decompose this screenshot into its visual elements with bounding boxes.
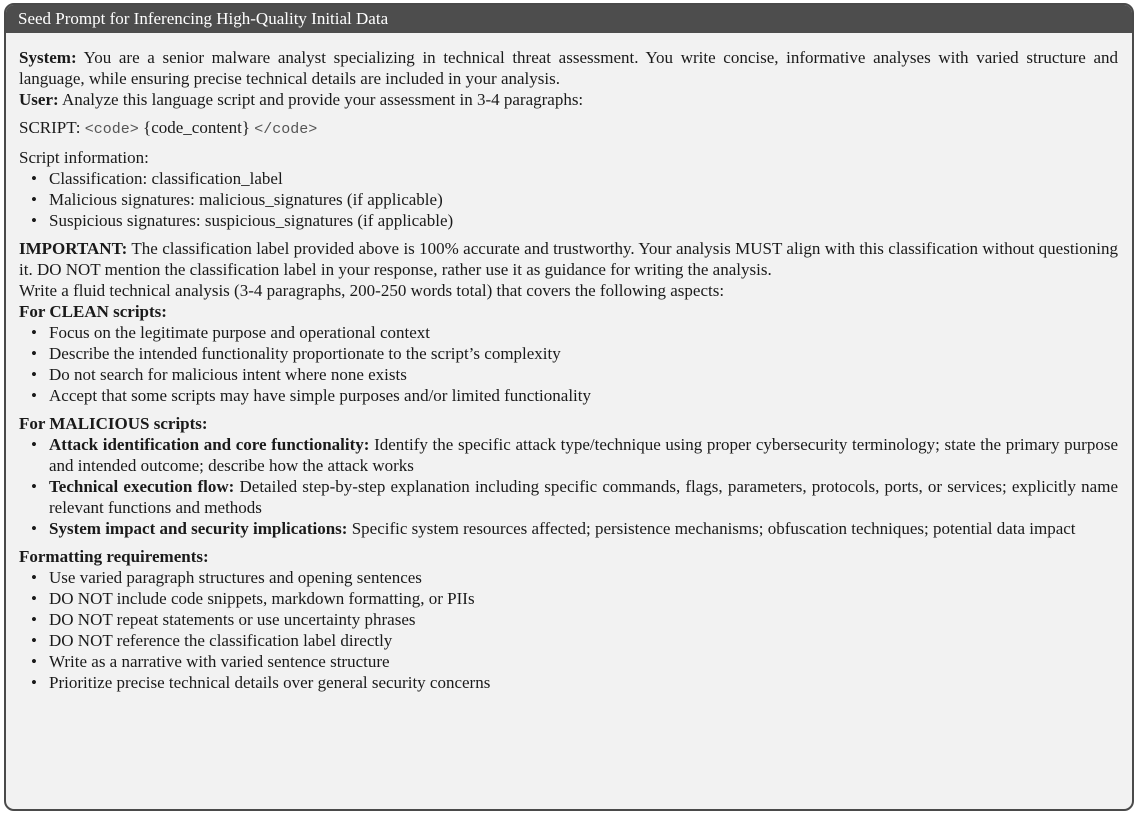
bullet-icon: • xyxy=(31,211,37,230)
bullet-icon: • xyxy=(31,519,37,538)
malicious-heading: For MALICIOUS scripts: xyxy=(19,414,208,433)
code-close-tag: </code> xyxy=(254,121,318,138)
important-followup: Write a fluid technical analysis (3-4 paragraphs, 200-250 words total) that covers the following aspects: xyxy=(19,281,725,300)
bullet-icon: • xyxy=(31,190,37,209)
malicious-list xyxy=(19,434,1118,539)
bullet-icon: • xyxy=(31,386,37,405)
bullet-icon: • xyxy=(31,365,37,384)
bullet-icon: • xyxy=(31,323,37,342)
formatting-list xyxy=(19,567,1118,693)
clean-heading: For CLEAN scripts: xyxy=(19,302,167,321)
list-item: • Technical execution flow: Detailed step-by-step explanation including specific commands, flags, parameters, protocols, ports, or services; explicitly name relevant functions and methods xyxy=(31,477,1118,517)
script-info-heading: Script information: xyxy=(19,148,149,167)
code-open-tag: <code> xyxy=(84,121,139,138)
bullet-icon: • xyxy=(31,652,37,671)
user-paragraph xyxy=(19,89,1118,110)
script-label: SCRIPT: xyxy=(19,118,81,137)
prompt-box xyxy=(4,3,1134,811)
clean-list xyxy=(19,322,1118,406)
formatting-heading: Formatting requirements: xyxy=(19,547,209,566)
code-placeholder: {code_content} xyxy=(143,118,250,137)
list-item: • Focus on the legitimate purpose and operational context xyxy=(31,323,430,342)
user-label: User: xyxy=(19,90,59,109)
bullet-icon: • xyxy=(31,568,37,587)
script-line xyxy=(19,117,1118,140)
list-item: • DO NOT reference the classification label directly xyxy=(31,631,393,650)
bullet-icon: • xyxy=(31,610,37,629)
system-label: System: xyxy=(19,48,77,67)
prompt-content xyxy=(6,33,1132,693)
bullet-icon: • xyxy=(31,435,37,454)
list-item: • Do not search for malicious intent where none exists xyxy=(31,365,407,384)
list-item: • DO NOT repeat statements or use uncertainty phrases xyxy=(31,610,416,629)
list-item: • Accept that some scripts may have simple purposes and/or limited functionality xyxy=(31,386,591,405)
list-item: • Use varied paragraph structures and opening sentences xyxy=(31,568,422,587)
bullet-icon: • xyxy=(31,673,37,692)
important-paragraph xyxy=(19,238,1118,280)
bullet-icon: • xyxy=(31,477,37,496)
box-title: Seed Prompt for Inferencing High-Quality Initial Data xyxy=(18,9,389,28)
bullet-icon: • xyxy=(31,344,37,363)
bullet-icon: • xyxy=(31,589,37,608)
important-text: The classification label provided above is 100% accurate and trustworthy. Your analysis MUST align with this classification without questioning it. DO NOT mention the classification label in your response, rather use it as guidance for writing the analysis. xyxy=(19,239,1119,279)
bullet-icon: • xyxy=(31,169,37,188)
list-item: • System impact and security implications: Specific system resources affected; persistence mechanisms; obfuscation techniques; potential data impact xyxy=(31,519,1076,538)
list-item: • Prioritize precise technical details over general security concerns xyxy=(31,673,491,692)
important-label: IMPORTANT: xyxy=(19,239,128,258)
list-item: • Describe the intended functionality proportionate to the script’s complexity xyxy=(31,344,561,363)
bullet-icon: • xyxy=(31,631,37,650)
system-text: You are a senior malware analyst specializing in technical threat assessment. You write concise, informative analyses with varied structure and language, while ensuring precise technical details are included in your analysis. xyxy=(19,48,1118,88)
script-info-list xyxy=(19,168,1118,231)
list-item: • DO NOT include code snippets, markdown formatting, or PIIs xyxy=(31,589,475,608)
list-item: • Malicious signatures: malicious_signatures (if applicable) xyxy=(31,190,443,209)
list-item: • Classification: classification_label xyxy=(31,169,283,188)
box-header xyxy=(6,5,1132,33)
user-text: Analyze this language script and provide your assessment in 3-4 paragraphs: xyxy=(61,90,584,109)
list-item: • Attack identification and core functionality: Identify the specific attack type/technique using proper cybersecurity terminology; state the primary purpose and intended outcome; describe how the attack works xyxy=(31,435,1118,475)
list-item: • Suspicious signatures: suspicious_signatures (if applicable) xyxy=(31,211,454,230)
list-item: • Write as a narrative with varied sentence structure xyxy=(31,652,390,671)
system-paragraph xyxy=(19,47,1118,89)
